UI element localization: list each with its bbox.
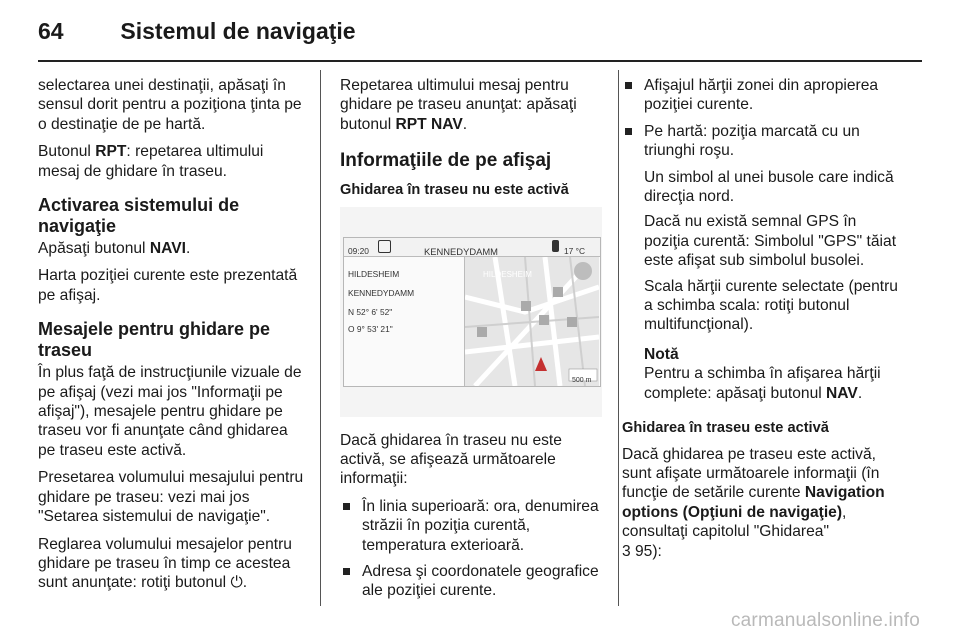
page-header: [38, 18, 356, 45]
thermometer-icon: [552, 240, 559, 252]
paragraph: Dacă ghidarea în traseu nu este activă, se afişează următoarele informaţii:: [340, 431, 562, 488]
paragraph-active: Dacă ghidarea pe traseu este activă, sunt afişate următoarele informaţii (în funcţie de setările curente Navigation options (Opţiuni de navigaţie), consultaţi capitolul "Ghidarea" 3 95):: [622, 445, 885, 560]
paragraph-navi: Apăsaţi butonul NAVI.: [38, 240, 191, 258]
screen-lon: O 9° 53' 21": [348, 323, 393, 334]
note-box: [622, 345, 904, 403]
screen-map: [465, 257, 600, 386]
bullet-square-icon: [625, 128, 632, 135]
screen-temp: 17 °C: [564, 245, 586, 256]
navigation-options-label: Navigation options (Opţiuni de navigaţie): [622, 484, 885, 521]
rpt-nav-button-label: RPT NAV: [395, 115, 463, 133]
column-1: [38, 76, 306, 601]
column-3: [622, 76, 904, 569]
heading-mesaje: Mesajele pentru ghidare pe traseu: [38, 319, 271, 361]
heading-info: Informaţiile de pe afişaj: [340, 150, 552, 172]
screen-top-bar: [344, 238, 600, 257]
navi-button-label: NAVI: [149, 240, 186, 258]
subheading-inactive: Ghidarea în traseu nu este activă: [340, 182, 569, 199]
list-item: Pe hartă: poziţia marcată cu un triunghi roşu.: [622, 122, 904, 161]
nav-screen: [343, 237, 601, 387]
sub-paragraph: Scala hărţii curente selectate (pentru a schimba scala: rotiţi butonul multifuncţional).: [644, 277, 898, 334]
paragraph: În plus faţă de instrucţiunile vizuale de pe afişaj (vezi mai jos "Informaţii pe afişaj"), mesajele pentru ghidare pe traseu vor fi anunţate când ghidarea pe traseu este activă.: [38, 364, 302, 459]
bullet-square-icon: [343, 503, 350, 510]
paragraph: Presetarea volumului mesajului pentru ghidare pe traseu: vezi mai jos "Setarea sistemului de navigaţie".: [38, 469, 304, 526]
bullet-square-icon: [625, 82, 632, 89]
note-title: Notă: [644, 345, 679, 363]
screen-time: 09:20: [348, 245, 369, 256]
column-divider-1: [320, 70, 321, 606]
watermark: carmanualsonline.info: [730, 610, 920, 631]
rpt-button-label: RPT: [95, 143, 127, 161]
screen-lat: N 52° 6' 52": [348, 306, 393, 317]
page-number: 64: [38, 18, 64, 44]
bullet-square-icon: [343, 568, 350, 575]
compass-icon: [574, 262, 592, 280]
sub-paragraph: Dacă nu există semnal GPS în poziţia curentă: Simbolul "GPS" tăiat este afişat sub simbolul busolei.: [644, 213, 897, 270]
paragraph: Reglarea volumului mesajelor pentru ghidare pe traseu în timp ce acestea sunt anunţate: rotiţi butonul ⏻.: [38, 535, 292, 592]
subheading-active: Ghidarea în traseu este activă: [622, 420, 829, 437]
map-label: HILDESHEIM: [483, 269, 532, 279]
screen-info-panel: [344, 257, 465, 386]
nav-button-label: NAV: [826, 384, 858, 402]
direction-icon: [378, 240, 391, 253]
paragraph-rpt-nav: Repetarea ultimului mesaj pentru ghidare pe traseu anunţat: apăsaţi butonul RPT NAV.: [340, 77, 577, 133]
header-rule: [38, 60, 922, 62]
note-text: Pentru a schimba în afişarea hărţii complete: apăsaţi butonul NAV.: [644, 365, 881, 402]
paragraph: Harta poziţiei curente este prezentată pe afişaj.: [38, 267, 298, 304]
column-2: [340, 76, 606, 608]
column-divider-2: [618, 70, 619, 606]
list-item: Afişajul hărţii zonei din apropierea poziţiei curente.: [622, 76, 904, 115]
display-figure: [340, 207, 602, 417]
screen-city: HILDESHEIM: [348, 268, 400, 279]
sub-paragraph: Un simbol al unei busole care indică direcţia nord.: [644, 168, 894, 206]
paragraph-rpt: Butonul RPT: repetarea ultimului mesaj de ghidare în traseu.: [38, 143, 264, 180]
screen-street2: KENNEDYDAMM: [348, 287, 415, 298]
map-scale: 500 m: [572, 376, 592, 384]
page-title: Sistemul de navigaţie: [120, 18, 356, 44]
page-reference: 3 95):: [622, 542, 662, 560]
paragraph: selectarea unei destinaţii, apăsaţi în sensul dorit pentru a poziţiona ţinta pe o destinaţie de pe hartă.: [38, 77, 302, 133]
screen-street: KENNEDYDAMM: [424, 245, 498, 257]
list-item: Adresa şi coordonatele geografice ale poziţiei curente.: [340, 562, 606, 601]
heading-activare: Activarea sistemului de navigaţie: [38, 195, 240, 237]
list-item: În linia superioară: ora, denumirea străzii în poziţia curentă, temperatura exterioară.: [340, 497, 606, 555]
